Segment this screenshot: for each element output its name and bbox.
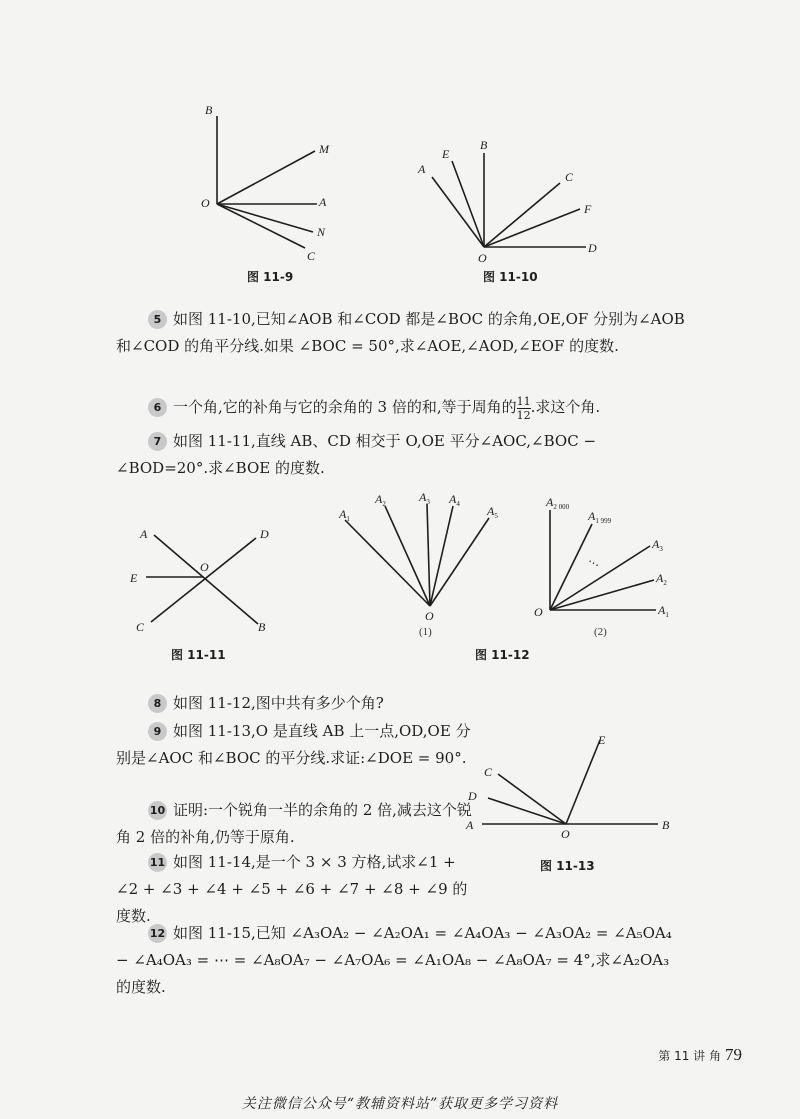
- fraction-denominator: 12: [516, 408, 531, 422]
- label-E: E: [598, 733, 606, 747]
- ray-label-A1999: $A_{1 999}$: [588, 509, 612, 525]
- problem-10-text: 证明:一个锐角一半的余角的 2 倍,减去这个锐角 2 倍的补角,仍等于原角.: [116, 801, 472, 846]
- ray-label-A2000: $A_{2 000}$: [546, 495, 570, 511]
- ray-label-A5: $A_5$: [487, 504, 498, 520]
- label-E: E: [442, 147, 450, 161]
- label-A: A: [319, 195, 327, 209]
- problem-number-badge: 8: [148, 694, 167, 713]
- label-C: C: [307, 249, 316, 263]
- label-O: O: [201, 196, 210, 210]
- label-N: N: [317, 225, 326, 239]
- label-D: D: [260, 527, 269, 541]
- problem-6-text: 一个角,它的补角与它的余角的 3 倍的和,等于周角的: [173, 398, 517, 416]
- ray-label-A4: $A_4$: [449, 492, 460, 508]
- problem-11-text: 如图 11-14,是一个 3 × 3 方格,试求∠1 + ∠2 + ∠3 + ∠4 + ∠5 + ∠6 + ∠7 + ∠8 + ∠9 的度数.: [116, 853, 468, 925]
- part-marker: (1): [419, 626, 432, 638]
- problem-7-text: 如图 11-11,直线 AB、CD 相交于 O,OE 平分∠AOC,∠BOC − ∠BOD=20°.求∠BOE 的度数.: [116, 432, 597, 477]
- page-footer: [658, 1045, 742, 1065]
- problem-8: [116, 690, 688, 717]
- fraction-numerator: 11: [516, 394, 531, 408]
- problem-11: [116, 849, 478, 930]
- problem-number-badge: 11: [148, 853, 167, 872]
- ray-label-A3: $A_3$: [652, 537, 663, 553]
- fraction: [517, 395, 531, 422]
- label-B: B: [662, 818, 670, 832]
- figure-11-12-part2: [530, 490, 680, 640]
- label-B: B: [258, 620, 266, 634]
- figure-11-12-part2-diagram: [530, 490, 680, 640]
- problem-6-text-end: .求这个角.: [530, 398, 601, 416]
- part-marker: (2): [594, 626, 607, 638]
- label-C: C: [565, 170, 574, 184]
- problem-number-badge: 6: [148, 398, 167, 417]
- ray-label-A3: $A_3$: [419, 490, 430, 506]
- label-D: D: [468, 789, 477, 803]
- figure-11-10-caption: 图 11-10: [483, 270, 538, 284]
- label-O: O: [478, 251, 487, 265]
- figure-11-12-part1-diagram: [335, 490, 515, 640]
- watermark-text: 关注微信公众号“教辅资料站”获取更多学习资料: [241, 1096, 559, 1112]
- figure-11-13-diagram: [460, 730, 680, 840]
- figure-11-9: [195, 96, 345, 266]
- problem-8-text: 如图 11-12,图中共有多少个角?: [173, 694, 384, 712]
- label-D: D: [588, 241, 597, 255]
- figure-11-11-diagram: [126, 520, 286, 640]
- section-title: 第 11 讲 角: [658, 1049, 721, 1063]
- problem-7: [116, 428, 688, 482]
- figure-11-10: [410, 135, 610, 265]
- problem-number-badge: 9: [148, 722, 167, 741]
- label-B: B: [205, 103, 213, 117]
- label-O: O: [425, 609, 434, 623]
- figure-11-13-caption: 图 11-13: [540, 859, 595, 873]
- figure-11-12-part1: [335, 490, 515, 640]
- label-M: M: [319, 142, 329, 156]
- problem-number-badge: 12: [148, 924, 167, 943]
- figure-11-9-caption: 图 11-9: [247, 270, 294, 284]
- ellipsis: ⋯: [585, 553, 603, 573]
- ray-label-A2: $A_2$: [375, 492, 386, 508]
- problem-10: [116, 797, 478, 851]
- label-O: O: [534, 605, 543, 619]
- figure-11-12-caption: 图 11-12: [475, 648, 530, 662]
- label-A: A: [418, 162, 426, 176]
- page-number: 79: [725, 1045, 742, 1064]
- figure-11-9-diagram: [195, 96, 345, 266]
- label-F: F: [584, 202, 592, 216]
- label-E: E: [130, 571, 138, 585]
- problem-number-badge: 10: [148, 801, 167, 820]
- problem-9: [116, 718, 478, 772]
- problem-12-text: 如图 11-15,已知 ∠A₃OA₂ − ∠A₂OA₁ = ∠A₄OA₃ − ∠A₃OA₂ = ∠A₅OA₄ − ∠A₄OA₃ = ⋯ = ∠A₈OA₇ − ∠A₇OA₆ = ∠A₁OA₈ − ∠A₈OA₇ = 4°,求∠A₂OA₃ 的度数.: [116, 924, 672, 996]
- ray-label-A2: $A_2$: [656, 571, 667, 587]
- figure-11-11: [126, 520, 286, 640]
- label-A: A: [466, 818, 474, 832]
- label-O: O: [200, 560, 209, 574]
- problem-5-text: 如图 11-10,已知∠AOB 和∠COD 都是∠BOC 的余角,OE,OF 分别为∠AOB 和∠COD 的角平分线.如果 ∠BOC = 50°,求∠AOE,∠AOD,∠EOF 的度数.: [116, 310, 685, 355]
- label-C: C: [484, 765, 493, 779]
- problem-12: [116, 920, 688, 1001]
- label-C: C: [136, 620, 145, 634]
- problem-6: [116, 394, 688, 422]
- problem-number-badge: 7: [148, 432, 167, 451]
- label-O: O: [561, 827, 570, 841]
- label-B: B: [480, 138, 488, 152]
- figure-11-13: [460, 730, 680, 840]
- figure-11-11-caption: 图 11-11: [171, 648, 226, 662]
- figure-11-10-diagram: [410, 135, 610, 265]
- problem-number-badge: 5: [148, 310, 167, 329]
- ray-label-A1: $A_1$: [658, 603, 669, 619]
- problem-9-text: 如图 11-13,O 是直线 AB 上一点,OD,OE 分别是∠AOC 和∠BOC 的平分线.求证:∠DOE = 90°.: [116, 722, 471, 767]
- label-A: A: [140, 527, 148, 541]
- problem-5: [116, 306, 688, 360]
- ray-label-A1: $A_1$: [339, 507, 350, 523]
